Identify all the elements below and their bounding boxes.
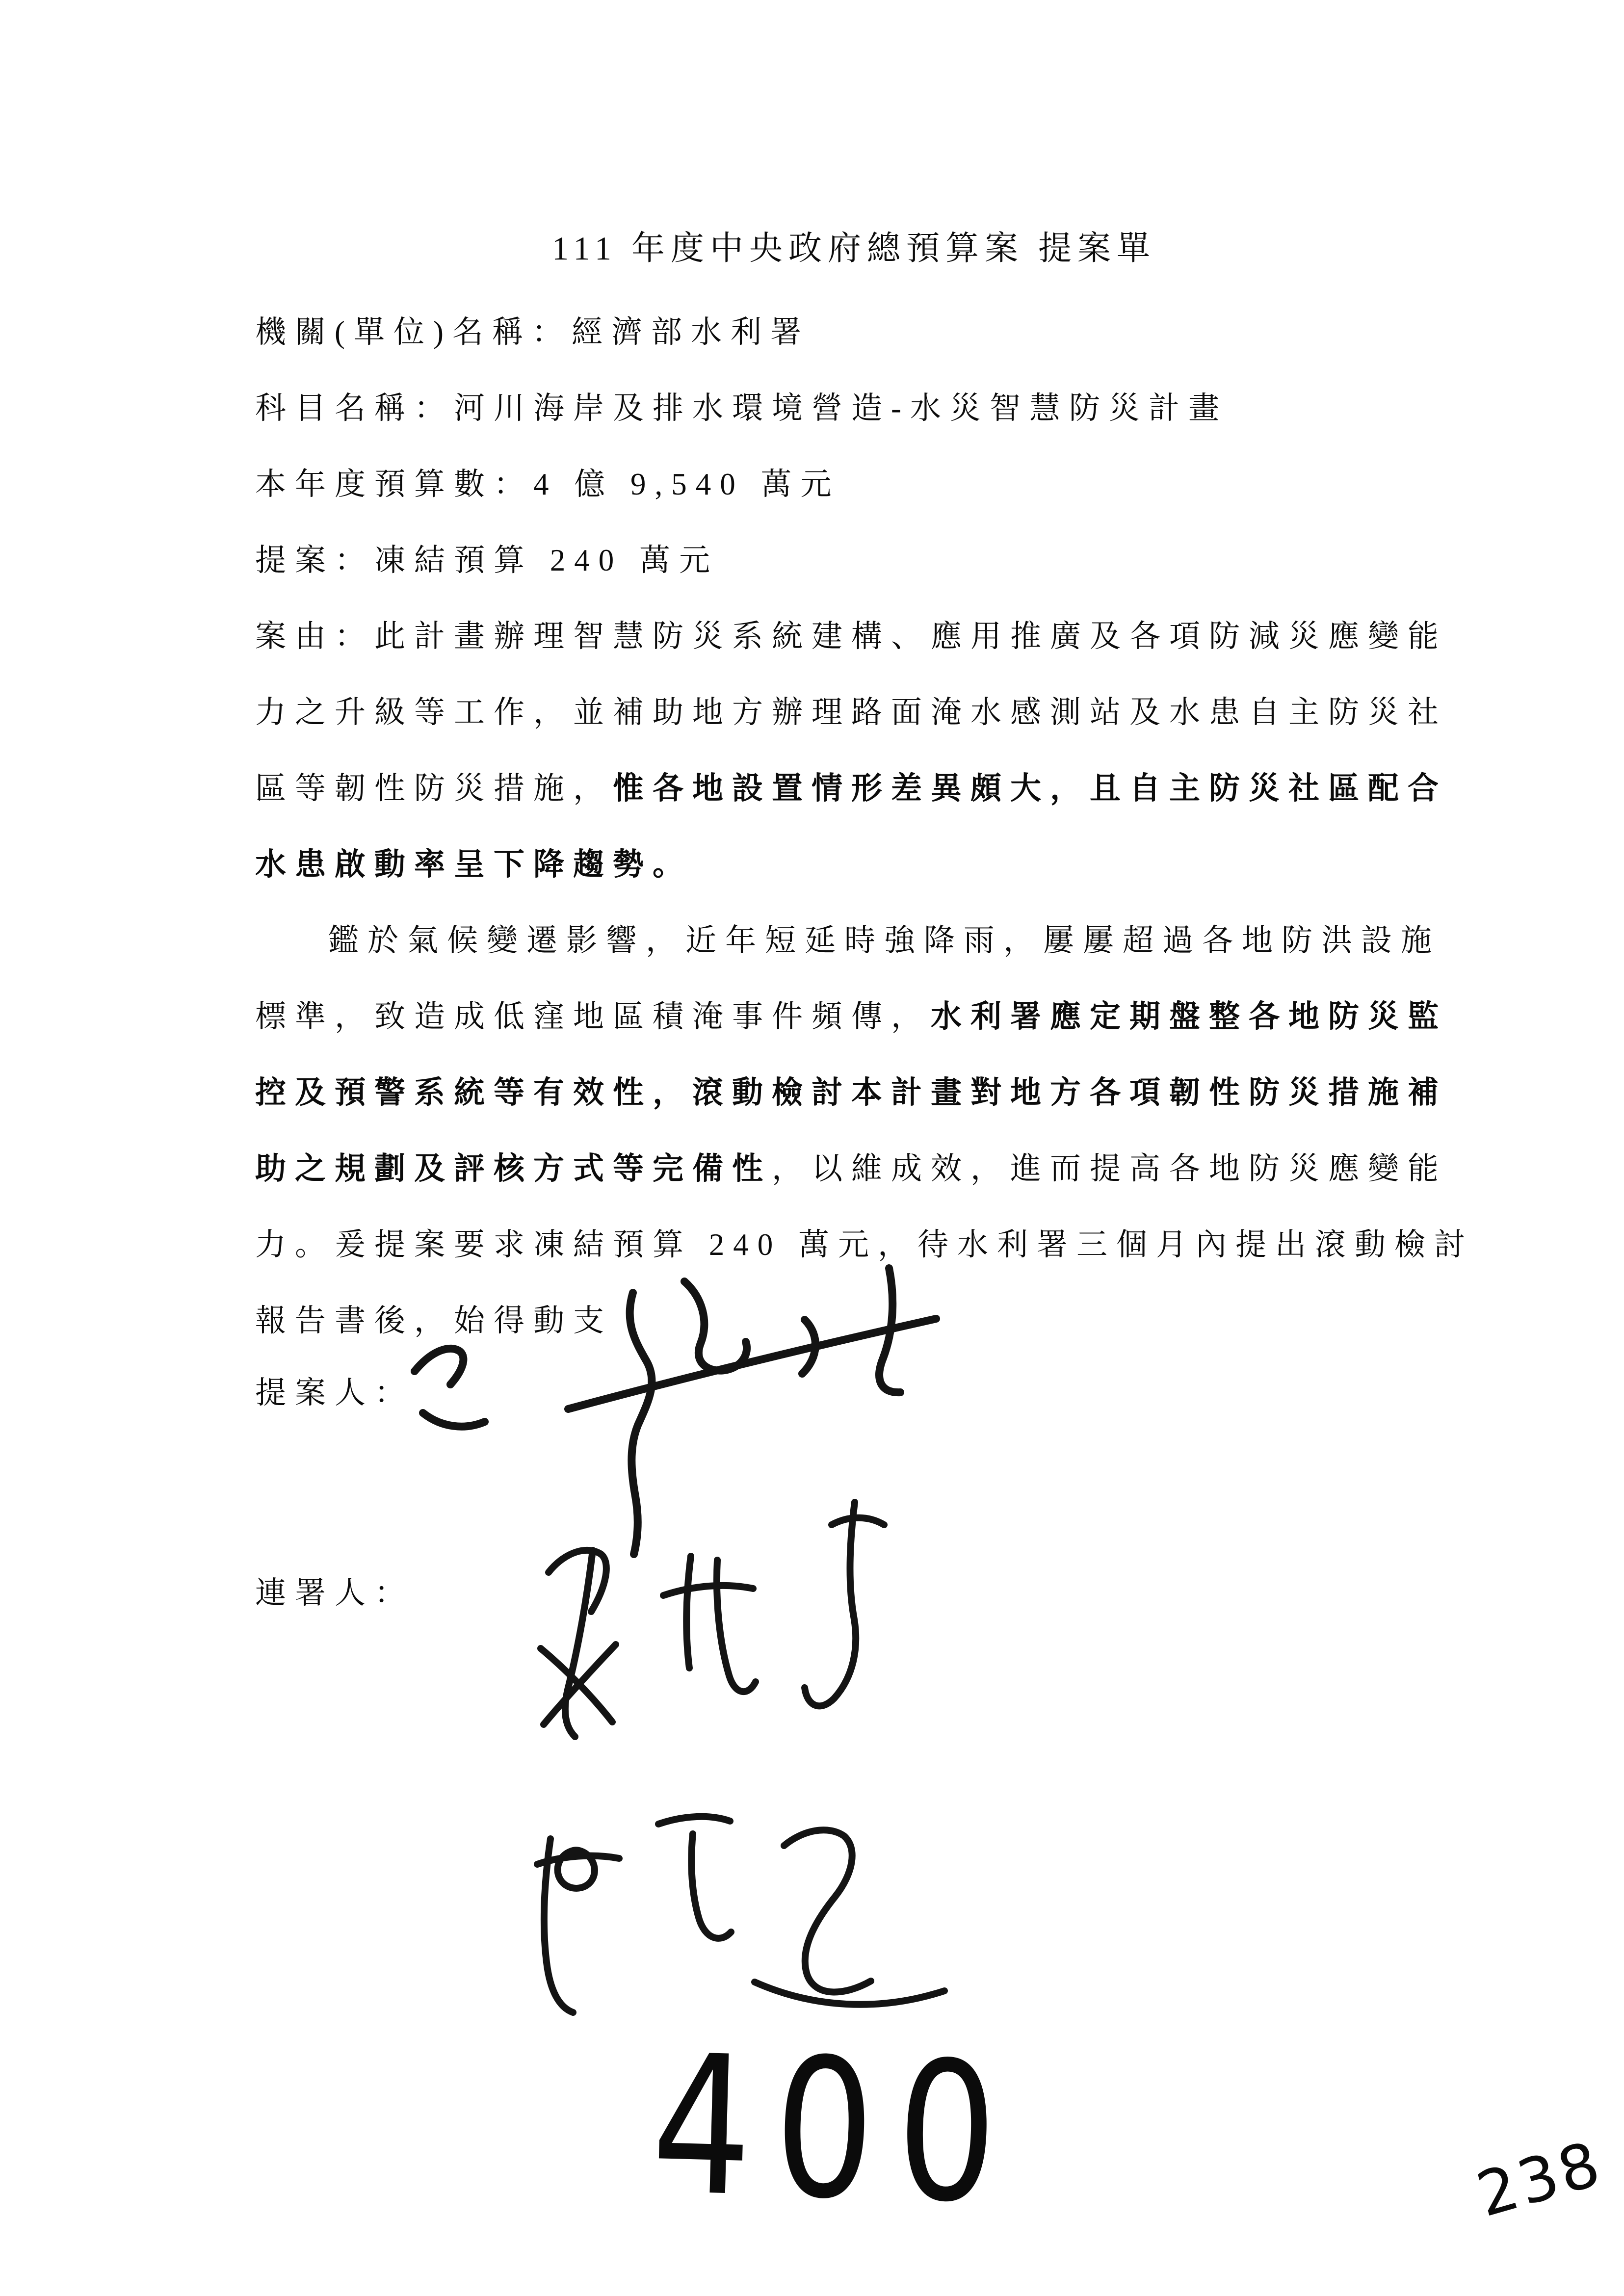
text-segment-bold: 惟各地設置情形差異頗大，且自主防災社區配合 <box>613 771 1447 806</box>
text-segment: 案由：此計畫辦理智慧防災系統建構、應用推廣及各項防減災應變能 <box>255 619 1447 653</box>
cosigner-label: 連署人： <box>255 1576 414 1610</box>
text-segment: 報告書後，始得動支 <box>255 1304 613 1338</box>
text-segment: 力之升級等工作，並補助地方辦理路面淹水感測站及水患自主防災社 <box>255 695 1447 730</box>
cosigner-signature-2 <box>537 1817 944 2012</box>
text-segment-bold: 水患啟動率呈下降趨勢。 <box>255 847 692 882</box>
text-segment-bold: 控及預警系統等有效性，滾動檢討本計畫對地方各項韌性防災措施補 <box>255 1075 1447 1110</box>
text-segment: 力。爰提案要求凍結預算 240 萬元，待水利署三個月內提出滾動檢討 <box>255 1227 1474 1262</box>
handwritten-number-annotation: 400 <box>649 2014 1022 2246</box>
text-segment: ，以維成效，進而提高各地防災應變能 <box>772 1151 1447 1186</box>
text-segment: 機關(單位)名稱：經濟部水利署 <box>255 315 810 349</box>
text-segment: 鑑於氣候變遷影響，近年短延時強降雨，屢屢超過各地防洪設施 <box>328 923 1441 958</box>
handwritten-page-number: 238 <box>1469 2128 1610 2231</box>
proposer-label: 提案人： <box>255 1376 414 1410</box>
proposer-signature <box>415 1268 936 1554</box>
text-segment: 提案：凍結預算 240 萬元 <box>255 543 719 577</box>
document-title: 111 年度中央政府總預算案 提案單 <box>552 230 1156 267</box>
text-segment: 本年度預算數：4 億 9,540 萬元 <box>255 467 840 501</box>
text-segment-bold: 助之規劃及評核方式等完備性 <box>255 1151 772 1186</box>
text-segment-bold: 水利署應定期盤整各地防災監 <box>931 999 1447 1034</box>
text-segment: 科目名稱：河川海岸及排水環境營造-水災智慧防災計畫 <box>255 391 1228 425</box>
cosigner-signature-1 <box>541 1502 884 1737</box>
text-segment: 區等韌性防災措施， <box>255 771 613 806</box>
text-segment: 標準，致造成低窪地區積淹事件頻傳， <box>255 999 931 1034</box>
